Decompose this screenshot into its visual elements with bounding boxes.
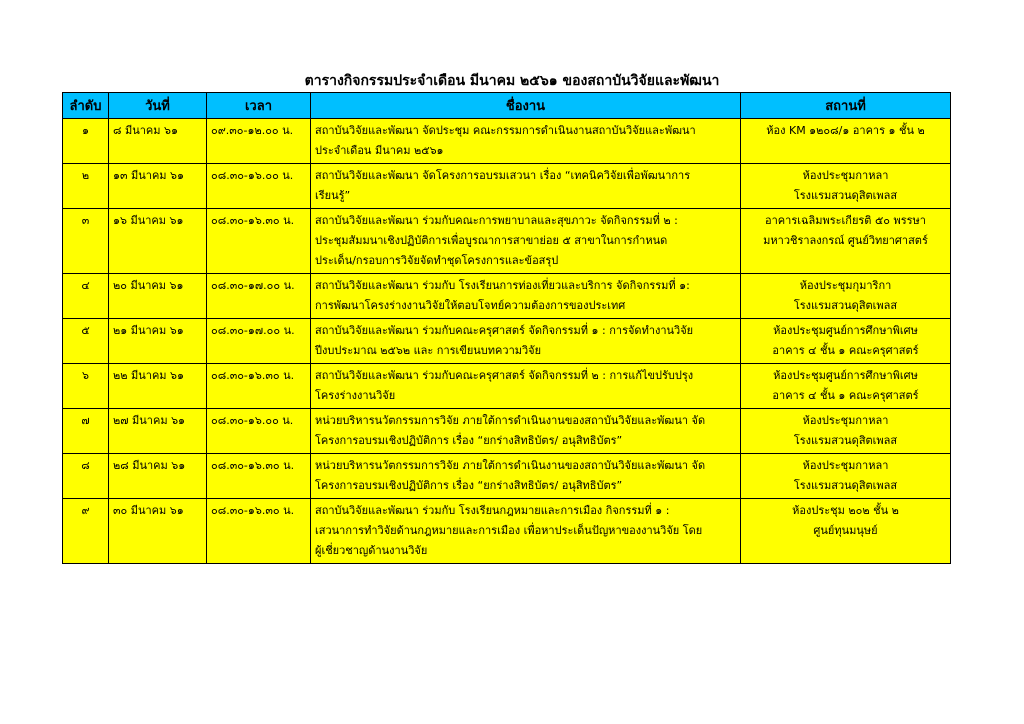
name-line: สถาบันวิจัยและพัฒนา ร่วมกับ โรงเรียนกฎหมายและการเมือง กิจกรรมที่ ๑ :: [315, 504, 670, 517]
name-line: ประเด็น/กรอบการวิจัยจัดทำชุดโครงการและข้อสรุป: [315, 254, 559, 267]
table-row: [63, 454, 951, 499]
cell-location: [741, 454, 951, 499]
cell-time: ๐๘.๓๐-๑๖.๓๐ น.: [207, 209, 311, 274]
name-line: โครงการอบรมเชิงปฏิบัติการ เรื่อง “ยกร่างสิทธิบัตร/ อนุสิทธิบัตร”: [315, 434, 623, 447]
name-line: สถาบันวิจัยและพัฒนา จัดโครงการอบรมเสวนา เรื่อง “เทคนิควิจัยเพื่อพัฒนาการ: [315, 169, 691, 182]
name-line: ประชุมสัมมนาเชิงปฏิบัติการเพื่อบูรณาการสาขาย่อย ๕ สาขาในการกำหนด: [315, 234, 668, 247]
schedule-table: [62, 92, 951, 564]
table-body: [63, 119, 951, 564]
name-line: ผู้เชี่ยวชาญด้านงานวิจัย: [315, 544, 428, 557]
header-no: ลำดับ: [63, 93, 109, 119]
location-line: ห้องประชุมกาหลา: [802, 169, 889, 182]
header-name: ชื่องาน: [311, 93, 741, 119]
cell-name: [311, 364, 741, 409]
cell-location: [741, 319, 951, 364]
name-line: หน่วยบริหารนวัตกรรมการวิจัย ภายใต้การดำเนินงานของสถาบันวิจัยและพัฒนา จัด: [315, 459, 706, 472]
name-line: โครงการอบรมเชิงปฏิบัติการ เรื่อง “ยกร่างสิทธิบัตร/ อนุสิทธิบัตร”: [315, 479, 623, 492]
cell-time: ๐๙.๓๐-๑๒.๐๐ น.: [207, 119, 311, 164]
cell-no: ๑: [63, 119, 109, 164]
location-line: โรงแรมสวนดุสิตเพลส: [793, 299, 898, 312]
table-row: [63, 209, 951, 274]
cell-date: ๒๑ มีนาคม ๖๑: [109, 319, 207, 364]
cell-location: [741, 499, 951, 564]
location-line: อาคารเฉลิมพระเกียรติ ๕๐ พรรษา: [765, 214, 926, 227]
cell-name: [311, 119, 741, 164]
cell-time: ๐๘.๓๐-๑๗.๐๐ น.: [207, 274, 311, 319]
cell-time: ๐๘.๓๐-๑๖.๐๐ น.: [207, 409, 311, 454]
cell-no: ๕: [63, 319, 109, 364]
cell-name: [311, 409, 741, 454]
cell-no: ๘: [63, 454, 109, 499]
cell-name: [311, 274, 741, 319]
cell-time: ๐๘.๓๐-๑๖.๓๐ น.: [207, 499, 311, 564]
cell-name: [311, 209, 741, 274]
table-row: [63, 409, 951, 454]
cell-name: [311, 454, 741, 499]
location-line: ห้องประชุม ๒๐๒ ชั้น ๒: [792, 504, 899, 517]
header-time: เวลา: [207, 93, 311, 119]
cell-location: [741, 274, 951, 319]
location-line: มหาวชิราลงกรณ์ ศูนย์วิทยาศาสตร์: [763, 234, 928, 247]
cell-date: ๓๐ มีนาคม ๖๑: [109, 499, 207, 564]
location-line: ห้อง KM ๑๒๐๘/๑ อาคาร ๑ ชั้น ๒: [766, 124, 925, 137]
location-line: โรงแรมสวนดุสิตเพลส: [793, 434, 898, 447]
location-line: ห้องประชุมกุมาริกา: [799, 279, 892, 292]
location-line: โรงแรมสวนดุสิตเพลส: [793, 479, 898, 492]
cell-name: [311, 319, 741, 364]
location-line: โรงแรมสวนดุสิตเพลส: [793, 189, 898, 202]
name-line: สถาบันวิจัยและพัฒนา ร่วมกับคณะครุศาสตร์ จัดกิจกรรมที่ ๑ : การจัดทำงานวิจัย: [315, 324, 694, 337]
cell-time: ๐๘.๓๐-๑๗.๐๐ น.: [207, 319, 311, 364]
name-line: สถาบันวิจัยและพัฒนา จัดประชุม คณะกรรมการดำเนินงานสถาบันวิจัยและพัฒนา: [315, 124, 696, 137]
cell-name: [311, 164, 741, 209]
name-line: เรียนรู้”: [315, 189, 351, 202]
cell-no: ๖: [63, 364, 109, 409]
name-line: โครงร่างงานวิจัย: [315, 389, 396, 402]
location-line: ห้องประชุมศูนย์การศึกษาพิเศษ: [773, 369, 918, 382]
table-row: [63, 119, 951, 164]
location-line: ห้องประชุมศูนย์การศึกษาพิเศษ: [773, 324, 918, 337]
cell-date: ๘ มีนาคม ๖๑: [109, 119, 207, 164]
cell-date: ๒๐ มีนาคม ๖๑: [109, 274, 207, 319]
cell-no: ๓: [63, 209, 109, 274]
header-location: สถานที่: [741, 93, 951, 119]
cell-date: ๑๖ มีนาคม ๖๑: [109, 209, 207, 274]
cell-date: ๑๓ มีนาคม ๖๑: [109, 164, 207, 209]
cell-location: [741, 164, 951, 209]
cell-location: [741, 209, 951, 274]
cell-date: ๒๗ มีนาคม ๖๑: [109, 409, 207, 454]
name-line: หน่วยบริหารนวัตกรรมการวิจัย ภายใต้การดำเนินงานของสถาบันวิจัยและพัฒนา จัด: [315, 414, 706, 427]
cell-no: ๙: [63, 499, 109, 564]
cell-no: ๒: [63, 164, 109, 209]
cell-date: ๒๒ มีนาคม ๖๑: [109, 364, 207, 409]
cell-time: ๐๘.๓๐-๑๖.๐๐ น.: [207, 164, 311, 209]
table-row: [63, 274, 951, 319]
cell-name: [311, 499, 741, 564]
name-line: เสวนาการทำวิจัยด้านกฎหมายและการเมือง เพื่อหาประเด็นปัญหาของงานวิจัย โดย: [315, 524, 703, 537]
name-line: ปีงบประมาณ ๒๕๖๒ และ การเขียนบทความวิจัย: [315, 344, 542, 357]
page-title: ตารางกิจกรรมประจำเดือน มีนาคม ๒๕๖๑ ของสถาบันวิจัยและพัฒนา: [304, 73, 720, 89]
table-row: [63, 499, 951, 564]
cell-no: ๔: [63, 274, 109, 319]
location-line: อาคาร ๔ ชั้น ๑ คณะครุศาสตร์: [772, 344, 919, 357]
header-date: วันที่: [109, 93, 207, 119]
cell-no: ๗: [63, 409, 109, 454]
location-line: อาคาร ๔ ชั้น ๑ คณะครุศาสตร์: [772, 389, 919, 402]
name-line: สถาบันวิจัยและพัฒนา ร่วมกับ โรงเรียนการท่องเที่ยวและบริการ จัดกิจกรรมที่ ๑:: [315, 279, 690, 292]
table-row: [63, 319, 951, 364]
table-row: [63, 364, 951, 409]
cell-time: ๐๘.๓๐-๑๖.๓๐ น.: [207, 364, 311, 409]
location-line: ห้องประชุมกาหลา: [802, 459, 889, 472]
name-line: การพัฒนาโครงร่างงานวิจัยให้ตอบโจทย์ความต้องการของประเทศ: [315, 299, 626, 312]
name-line: สถาบันวิจัยและพัฒนา ร่วมกับคณะการพยาบาลและสุขภาวะ จัดกิจกรรมที่ ๒ :: [315, 214, 678, 227]
cell-location: [741, 364, 951, 409]
cell-date: ๒๘ มีนาคม ๖๑: [109, 454, 207, 499]
location-line: ห้องประชุมกาหลา: [802, 414, 889, 427]
cell-time: ๐๘.๓๐-๑๖.๓๐ น.: [207, 454, 311, 499]
table-header: [63, 93, 951, 119]
location-line: ศูนย์ทุนมนุษย์: [813, 524, 878, 537]
table-row: [63, 164, 951, 209]
name-line: ประจำเดือน มีนาคม ๒๕๖๑: [315, 144, 444, 157]
name-line: สถาบันวิจัยและพัฒนา ร่วมกับคณะครุศาสตร์ จัดกิจกรรมที่ ๒ : การแก้ไขปรับปรุง: [315, 369, 694, 382]
cell-location: [741, 119, 951, 164]
cell-location: [741, 409, 951, 454]
